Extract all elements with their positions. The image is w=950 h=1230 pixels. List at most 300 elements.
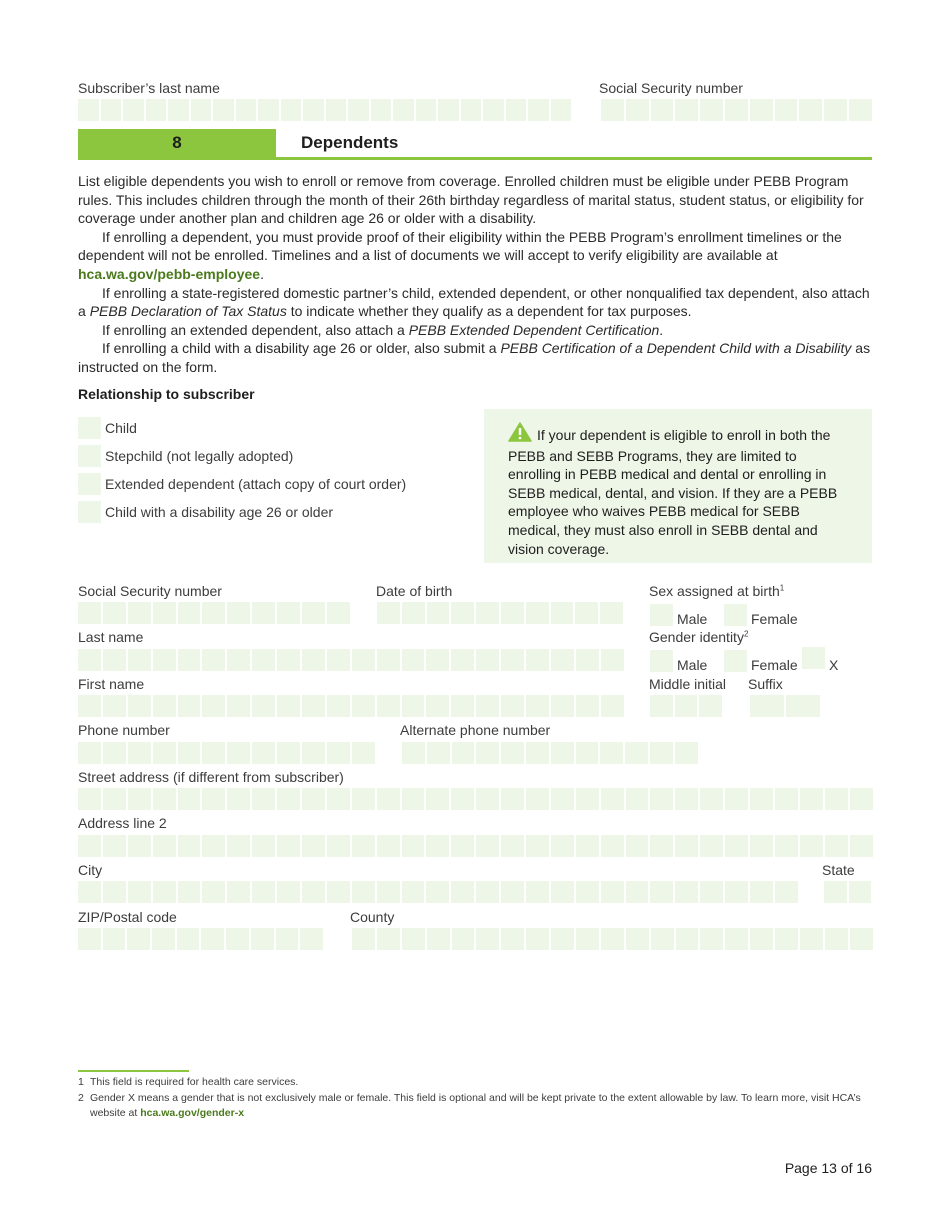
input-cell[interactable] [103,649,126,671]
input-cell[interactable] [123,99,144,121]
first-name-label: First name [78,676,145,692]
input-cell[interactable] [153,881,176,903]
checkbox[interactable] [78,445,101,467]
input-cell[interactable] [551,695,574,717]
input-cell[interactable] [377,602,400,624]
input-cell[interactable] [600,742,623,764]
input-cell[interactable] [775,99,798,121]
input-cell[interactable] [258,99,279,121]
input-cell[interactable] [78,881,101,903]
gender-x-link[interactable]: hca.wa.gov/gender-x [140,1107,245,1119]
input-cell[interactable] [501,602,524,624]
gender-x-checkbox[interactable] [802,647,825,669]
sex-male-checkbox[interactable] [650,604,673,626]
input-cell[interactable] [227,788,250,810]
input-cell[interactable] [202,649,225,671]
input-cell[interactable] [78,835,101,857]
input-cell[interactable] [825,835,848,857]
input-cell[interactable] [153,788,176,810]
input-cell[interactable] [153,742,176,764]
input-cell[interactable] [302,835,325,857]
input-cell[interactable] [202,835,225,857]
input-cell[interactable] [153,649,176,671]
input-cell[interactable] [551,835,574,857]
footnote-1 [78,1075,878,1091]
input-cell[interactable] [402,788,425,810]
input-cell[interactable] [750,928,773,950]
input-cell[interactable] [438,99,459,121]
input-cell[interactable] [526,695,549,717]
input-cell[interactable] [327,649,350,671]
input-cell[interactable] [601,695,624,717]
input-cell[interactable] [601,928,624,950]
input-cell[interactable] [178,881,201,903]
input-cell[interactable] [626,99,649,121]
input-cell[interactable] [452,742,475,764]
input-cell[interactable] [750,99,773,121]
input-cell[interactable] [128,602,151,624]
county-field[interactable] [352,928,873,950]
input-cell[interactable] [601,881,624,903]
input-cell[interactable] [501,649,524,671]
input-cell[interactable] [526,928,549,950]
input-cell[interactable] [551,602,574,624]
input-cell[interactable] [153,835,176,857]
input-cell[interactable] [501,835,524,857]
input-cell[interactable] [402,742,425,764]
input-cell[interactable] [300,928,323,950]
input-cell[interactable] [252,742,275,764]
input-cell[interactable] [451,649,474,671]
input-cell[interactable] [326,99,347,121]
input-cell[interactable] [78,649,101,671]
input-cell[interactable] [551,881,574,903]
input-cell[interactable] [675,835,698,857]
input-cell[interactable] [226,928,249,950]
input-cell[interactable] [476,602,499,624]
input-cell[interactable] [476,881,499,903]
intro-paragraph-4 [78,321,878,340]
input-cell[interactable] [650,742,673,764]
input-cell[interactable] [750,695,784,717]
suffix-field[interactable] [750,695,820,717]
section-number: 8 [78,129,276,157]
input-cell[interactable] [327,695,350,717]
input-cell[interactable] [178,602,201,624]
input-cell[interactable] [650,788,673,810]
suffix-label: Suffix [748,676,783,692]
input-cell[interactable] [78,928,101,950]
input-cell[interactable] [202,742,225,764]
input-cell[interactable] [601,788,624,810]
input-cell[interactable] [725,788,748,810]
input-cell[interactable] [303,99,324,121]
input-cell[interactable] [551,788,574,810]
input-cell[interactable] [152,928,175,950]
input-cell[interactable] [327,835,350,857]
input-cell[interactable] [501,742,524,764]
input-cell[interactable] [626,881,649,903]
input-cell[interactable] [402,835,425,857]
input-cell[interactable] [277,742,300,764]
input-cell[interactable] [675,742,698,764]
gender-female-checkbox[interactable] [724,650,747,672]
input-cell[interactable] [178,742,201,764]
footnote-ref-2: 2 [743,629,749,639]
subscriber-ssn-field[interactable] [601,99,872,121]
street-address-field[interactable] [78,788,873,810]
input-cell[interactable] [476,742,499,764]
input-cell[interactable] [528,99,549,121]
input-cell[interactable] [575,602,598,624]
input-cell[interactable] [601,835,624,857]
alt-phone-field[interactable] [402,742,698,764]
input-cell[interactable] [327,602,350,624]
subscriber-ssn-label: Social Security number [599,80,743,96]
input-cell[interactable] [427,928,450,950]
sex-female-checkbox[interactable] [724,604,747,626]
input-cell[interactable] [103,928,126,950]
input-cell[interactable] [103,835,126,857]
input-cell[interactable] [476,695,499,717]
phone-field[interactable] [78,742,375,764]
input-cell[interactable] [676,928,699,950]
input-cell[interactable] [526,881,549,903]
input-cell[interactable] [277,835,300,857]
input-cell[interactable] [227,742,250,764]
input-cell[interactable] [352,928,375,950]
input-cell[interactable] [302,788,325,810]
input-cell[interactable] [576,788,599,810]
input-cell[interactable] [103,695,126,717]
input-cell[interactable] [650,835,673,857]
input-cell[interactable] [191,99,212,121]
input-cell[interactable] [576,928,599,950]
input-cell[interactable] [377,788,400,810]
input-cell[interactable] [850,788,873,810]
input-cell[interactable] [750,881,773,903]
input-cell[interactable] [153,602,176,624]
input-cell[interactable] [213,99,234,121]
input-cell[interactable] [327,881,350,903]
input-cell[interactable] [849,881,872,903]
input-cell[interactable] [483,99,504,121]
input-cell[interactable] [476,788,499,810]
input-cell[interactable] [252,788,275,810]
input-cell[interactable] [78,788,101,810]
input-cell[interactable] [252,695,275,717]
input-cell[interactable] [377,881,400,903]
input-cell[interactable] [371,99,392,121]
input-cell[interactable] [501,881,524,903]
input-cell[interactable] [377,695,400,717]
input-cell[interactable] [849,99,872,121]
input-cell[interactable] [451,695,474,717]
input-cell[interactable] [178,835,201,857]
input-cell[interactable] [700,835,723,857]
input-cell[interactable] [551,742,574,764]
input-cell[interactable] [750,788,773,810]
input-cell[interactable] [302,695,325,717]
input-cell[interactable] [128,649,151,671]
input-cell[interactable] [252,835,275,857]
input-cell[interactable] [352,835,375,857]
input-cell[interactable] [426,881,449,903]
input-cell[interactable] [700,788,723,810]
input-cell[interactable] [451,881,474,903]
input-cell[interactable] [650,695,673,717]
input-cell[interactable] [626,835,649,857]
input-cell[interactable] [476,835,499,857]
input-cell[interactable] [526,602,549,624]
input-cell[interactable] [786,695,820,717]
input-cell[interactable] [202,602,225,624]
input-cell[interactable] [576,695,599,717]
input-cell[interactable] [601,649,624,671]
input-cell[interactable] [476,928,499,950]
input-cell[interactable] [426,788,449,810]
input-cell[interactable] [526,742,549,764]
input-cell[interactable] [377,928,400,950]
input-cell[interactable] [775,788,798,810]
option-label: Stepchild (not legally adopted) [105,448,294,464]
input-cell[interactable] [202,788,225,810]
address-line-2-field[interactable] [78,835,873,857]
input-cell[interactable] [461,99,482,121]
gender-male-checkbox[interactable] [650,650,673,672]
input-cell[interactable] [177,928,200,950]
input-cell[interactable] [227,602,250,624]
input-cell[interactable] [725,881,748,903]
input-cell[interactable] [78,695,101,717]
input-cell[interactable] [128,881,151,903]
intro-paragraph-3 [78,284,878,321]
input-cell[interactable] [302,649,325,671]
input-cell[interactable] [451,835,474,857]
input-cell[interactable] [675,695,698,717]
input-cell[interactable] [168,99,189,121]
input-cell[interactable] [78,742,101,764]
input-cell[interactable] [128,835,151,857]
input-cell[interactable] [799,99,822,121]
input-cell[interactable] [128,742,151,764]
state-field[interactable] [824,881,871,903]
input-cell[interactable] [78,602,101,624]
first-name-field[interactable] [78,695,624,717]
intro-p4-b: . [659,321,664,338]
input-cell[interactable] [576,881,599,903]
input-cell[interactable] [601,99,624,121]
input-cell[interactable] [302,881,325,903]
input-cell[interactable] [675,99,698,121]
input-cell[interactable] [227,649,250,671]
input-cell[interactable] [501,928,524,950]
intro-p4-em: PEBB Extended Dependent Certification [408,321,660,338]
input-cell[interactable] [675,881,698,903]
input-cell[interactable] [352,742,375,764]
input-cell[interactable] [327,742,350,764]
gender-female-label: Female [751,657,798,673]
intro-p5-em: PEBB Certification of a Dependent Child with a Disability [500,340,852,357]
input-cell[interactable] [277,695,300,717]
input-cell[interactable] [78,99,99,121]
input-cell[interactable] [725,835,748,857]
input-cell[interactable] [352,649,375,671]
input-cell[interactable] [824,881,847,903]
input-cell[interactable] [128,695,151,717]
input-cell[interactable] [576,835,599,857]
middle-initial-field[interactable] [650,695,722,717]
input-cell[interactable] [452,928,475,950]
input-cell[interactable] [377,835,400,857]
input-cell[interactable] [178,649,201,671]
input-cell[interactable] [675,788,698,810]
input-cell[interactable] [277,649,300,671]
input-cell[interactable] [302,742,325,764]
gender-male-label: Male [677,657,708,673]
input-cell[interactable] [651,99,674,121]
input-cell[interactable] [699,695,722,717]
input-cell[interactable] [725,928,748,950]
input-cell[interactable] [451,602,474,624]
input-cell[interactable] [352,881,375,903]
input-cell[interactable] [526,649,549,671]
input-cell[interactable] [426,835,449,857]
input-cell[interactable] [252,602,275,624]
input-cell[interactable] [402,602,425,624]
subscriber-last-name-field[interactable] [78,99,571,121]
input-cell[interactable] [103,602,126,624]
input-cell[interactable] [103,881,126,903]
input-cell[interactable] [800,788,823,810]
input-cell[interactable] [426,695,449,717]
input-cell[interactable] [153,695,176,717]
input-cell[interactable] [402,881,425,903]
input-cell[interactable] [824,99,847,121]
input-cell[interactable] [227,835,250,857]
input-cell[interactable] [178,788,201,810]
intro-p4-a: If enrolling an extended dependent, also attach a [102,321,409,338]
checkbox[interactable] [78,417,101,439]
input-cell[interactable] [127,928,150,950]
input-cell[interactable] [277,602,300,624]
input-cell[interactable] [251,928,274,950]
input-cell[interactable] [626,928,649,950]
subscriber-last-name-label: Subscriber’s last name [78,80,220,96]
input-cell[interactable] [451,788,474,810]
input-cell[interactable] [103,788,126,810]
input-cell[interactable] [252,881,275,903]
input-cell[interactable] [526,835,549,857]
input-cell[interactable] [800,928,823,950]
input-cell[interactable] [501,788,524,810]
input-cell[interactable] [551,99,572,121]
input-cell[interactable] [625,742,648,764]
input-cell[interactable] [526,788,549,810]
ssn-field[interactable] [78,602,350,624]
input-cell[interactable] [700,99,723,121]
input-cell[interactable] [700,881,723,903]
input-cell[interactable] [825,788,848,810]
input-cell[interactable] [377,649,400,671]
input-cell[interactable] [750,835,773,857]
input-cell[interactable] [352,788,375,810]
input-cell[interactable] [775,928,798,950]
input-cell[interactable] [146,99,167,121]
input-cell[interactable] [103,742,126,764]
input-cell[interactable] [352,695,375,717]
input-cell[interactable] [178,695,201,717]
input-cell[interactable] [202,695,225,717]
sex-female-label: Female [751,611,798,627]
input-cell[interactable] [128,788,151,810]
input-cell[interactable] [276,928,299,950]
input-cell[interactable] [348,99,369,121]
last-name-field[interactable] [78,649,624,671]
input-cell[interactable] [402,928,425,950]
input-cell[interactable] [506,99,527,121]
input-cell[interactable] [551,649,574,671]
input-cell[interactable] [227,695,250,717]
input-cell[interactable] [501,695,524,717]
input-cell[interactable] [236,99,257,121]
page-number: Page 13 of 16 [784,1160,872,1176]
input-cell[interactable] [725,99,748,121]
input-cell[interactable] [600,602,623,624]
footnote-text: This field is required for health care services. [90,1076,299,1088]
input-cell[interactable] [427,742,450,764]
input-cell[interactable] [277,788,300,810]
input-cell[interactable] [277,881,300,903]
input-cell[interactable] [427,602,450,624]
input-cell[interactable] [850,835,873,857]
intro-paragraph-2 [78,228,878,284]
input-cell[interactable] [393,99,414,121]
input-cell[interactable] [576,649,599,671]
input-cell[interactable] [800,835,823,857]
input-cell[interactable] [227,881,250,903]
input-cell[interactable] [551,928,574,950]
input-cell[interactable] [327,788,350,810]
input-cell[interactable] [700,928,723,950]
input-cell[interactable] [775,881,798,903]
input-cell[interactable] [281,99,302,121]
checkbox[interactable] [78,473,101,495]
checkbox[interactable] [78,501,101,523]
input-cell[interactable] [850,928,873,950]
input-cell[interactable] [576,742,599,764]
pebb-employee-link[interactable]: hca.wa.gov/pebb-employee [78,265,261,282]
input-cell[interactable] [426,649,449,671]
input-cell[interactable] [651,928,674,950]
input-cell[interactable] [201,928,224,950]
input-cell[interactable] [626,788,649,810]
input-cell[interactable] [775,835,798,857]
input-cell[interactable] [416,99,437,121]
input-cell[interactable] [402,695,425,717]
city-field[interactable] [78,881,798,903]
input-cell[interactable] [302,602,325,624]
input-cell[interactable] [252,649,275,671]
input-cell[interactable] [650,881,673,903]
input-cell[interactable] [825,928,848,950]
input-cell[interactable] [202,881,225,903]
zip-field[interactable] [78,928,323,950]
input-cell[interactable] [402,649,425,671]
dob-field[interactable] [377,602,623,624]
input-cell[interactable] [101,99,122,121]
input-cell[interactable] [476,649,499,671]
